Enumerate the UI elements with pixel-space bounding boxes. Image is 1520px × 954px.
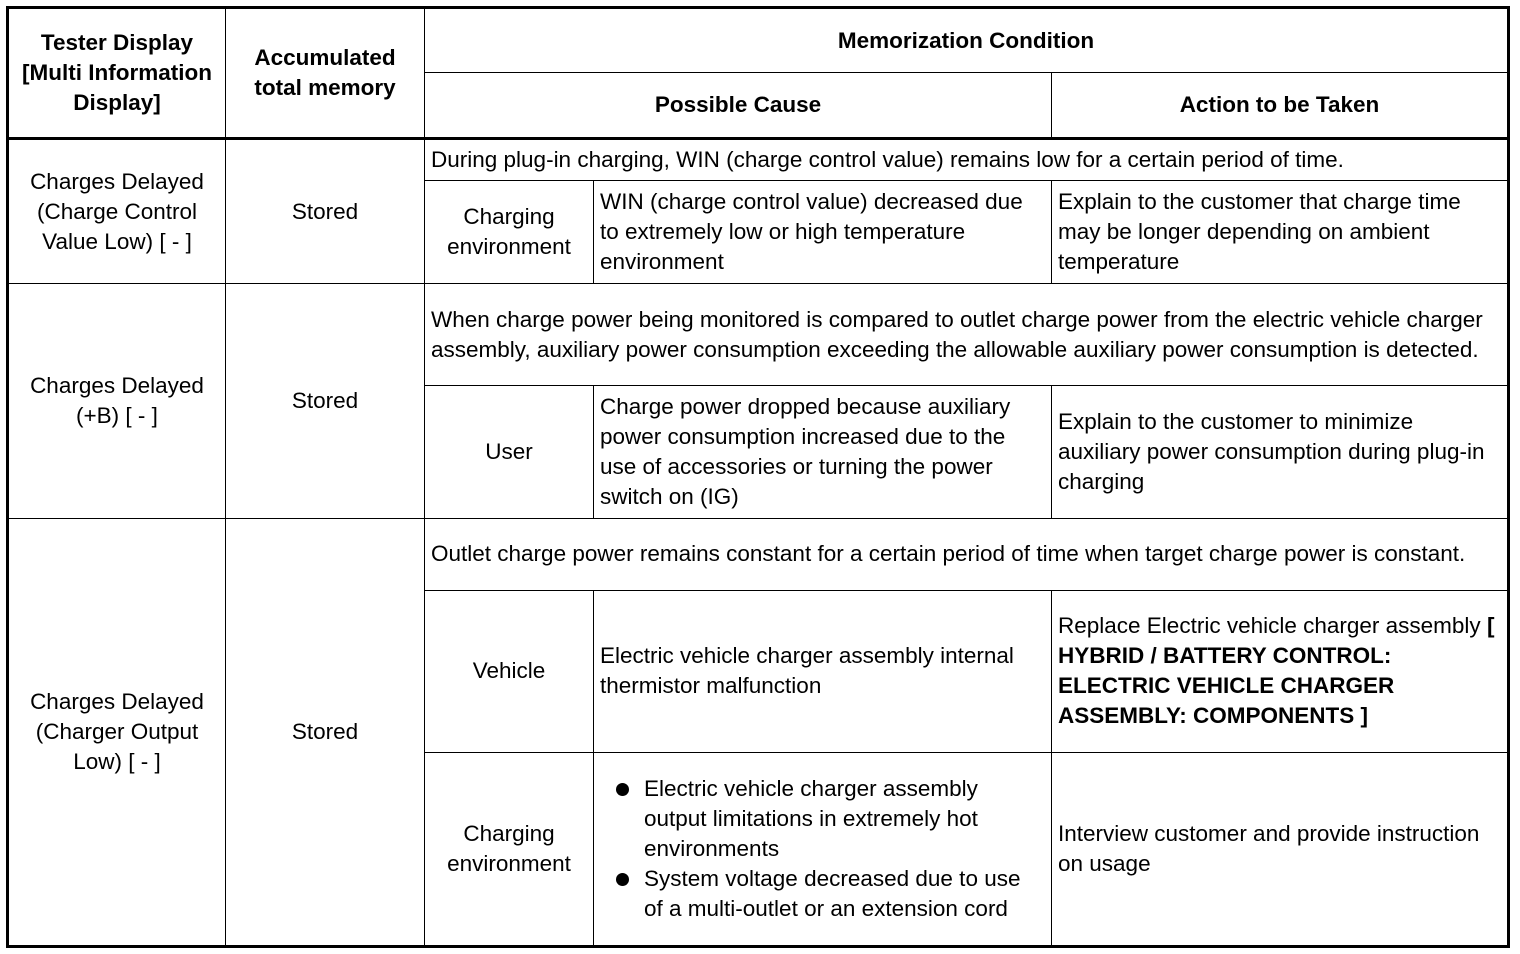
header-tester-display: Tester Display [Multi Information Display] xyxy=(8,8,226,139)
action-text: Replace Electric vehicle charger assembly xyxy=(1058,613,1481,639)
condition-cell: Outlet charge power remains constant for a certain period of time when target charge power is constant. xyxy=(425,518,1509,590)
cause-detail-cell: Charge power dropped because auxiliary power consumption increased due to the use of accessories or turning the power switch on (IG) xyxy=(594,386,1052,518)
table-row xyxy=(8,139,1509,181)
action-cell: Interview customer and provide instruction on usage xyxy=(1052,752,1509,946)
cause-category-cell: Charging environment xyxy=(425,752,594,946)
memory-cell: Stored xyxy=(226,139,425,284)
cause-category-cell: User xyxy=(425,386,594,518)
condition-cell: During plug-in charging, WIN (charge control value) remains low for a certain period of time. xyxy=(425,139,1509,181)
cause-detail-cell xyxy=(594,752,1052,946)
action-cell: Explain to the customer to minimize auxiliary power consumption during plug-in charging xyxy=(1052,386,1509,518)
tester-display-cell: Charges Delayed (+B) [ - ] xyxy=(8,284,226,518)
bullet-list xyxy=(594,774,1045,924)
manual-reference-link[interactable]: [ HYBRID / BATTERY CONTROL: ELECTRIC VEHICLE CHARGER ASSEMBLY: COMPONENTS ] xyxy=(1058,613,1495,729)
condition-cell: When charge power being monitored is compared to outlet charge power from the electric vehicle charger assembly, auxiliary power consumption exceeding the allowable auxiliary power consumption is detected. xyxy=(425,284,1509,386)
table-row xyxy=(8,518,1509,590)
cause-category-cell: Vehicle xyxy=(425,590,594,752)
memory-cell: Stored xyxy=(226,518,425,947)
tester-display-cell: Charges Delayed (Charge Control Value Low) [ - ] xyxy=(8,139,226,284)
header-possible-cause: Possible Cause xyxy=(425,73,1052,139)
action-cell: Explain to the customer that charge time may be longer depending on ambient temperature xyxy=(1052,181,1509,284)
cause-detail-cell: Electric vehicle charger assembly internal thermistor malfunction xyxy=(594,590,1052,752)
header-memorization-condition: Memorization Condition xyxy=(425,8,1509,73)
action-cell xyxy=(1052,590,1509,752)
cause-detail-cell: WIN (charge control value) decreased due to extremely low or high temperature environment xyxy=(594,181,1052,284)
memory-cell: Stored xyxy=(226,284,425,518)
header-action: Action to be Taken xyxy=(1052,73,1509,139)
cause-category-cell: Charging environment xyxy=(425,181,594,284)
memorization-table xyxy=(6,6,1510,948)
table-row xyxy=(8,284,1509,386)
header-accumulated-memory: Accumulated total memory xyxy=(226,8,425,139)
bullet-item: System voltage decreased due to use of a multi-outlet or an extension cord xyxy=(594,864,1045,924)
bullet-item: Electric vehicle charger assembly output limitations in extremely hot environments xyxy=(594,774,1045,864)
header-row-1 xyxy=(8,8,1509,73)
tester-display-cell: Charges Delayed (Charger Output Low) [ - ] xyxy=(8,518,226,947)
